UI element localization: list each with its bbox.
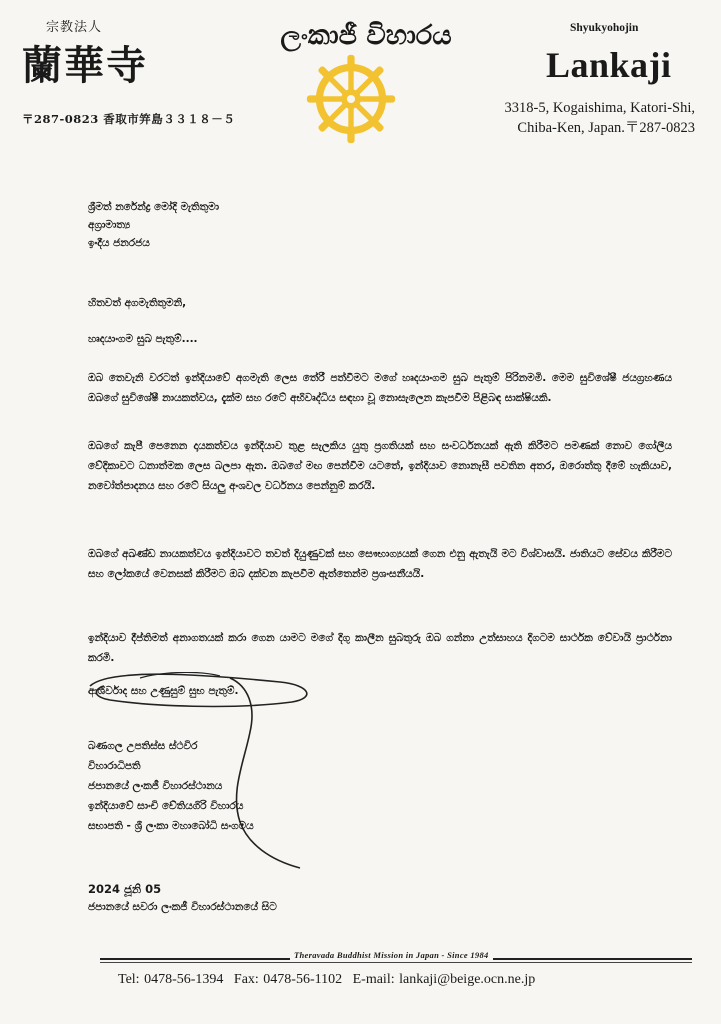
en-address-line: 3318-5, Kogaishima, Katori-Shi, xyxy=(504,100,695,116)
greeting: හෘදයාංගම සුබ පැතුම්.... xyxy=(88,333,198,345)
paragraph: ඉන්දියාව දීප්තිමත් අනාගතයක් කරා ගෙන යාමට මගේ දිගු කාලීන සුබතුරු ඔබ ගන්නා උත්සාහය දිගටම සාර්ථක වේවායි ප්‍රාර්ථනා කරමි. xyxy=(88,632,672,664)
dharma-wheel-icon xyxy=(306,54,396,144)
footer-rule xyxy=(100,962,692,963)
signatory-line: බණගල උපතිස්ස ස්ථවිර xyxy=(88,740,198,752)
recipient-line: අග්‍රාමාත්‍ය xyxy=(88,219,131,231)
en-temple-name: Lankaji xyxy=(546,45,672,85)
jp-address: 〒287-0823 香取市笄島３３１８－５ xyxy=(22,112,236,126)
paragraph: ඔබගේ අඛණ්ඩ නායකත්වය ඉන්දියාවට තවත් දියුණුවක් සහ සෞභාග්‍යයක් ගෙන එනු ඇතැයි මට විශ්වාසයි. ජාතියට සේවය කිරීමට සහ ලෝකයේ වෙනසක් කිරීමට ඔබ දක්වන කැපවීම ඇත්තෙන්ම ප්‍රශංසනීයයි. xyxy=(88,548,672,580)
salutation: හිතවත් අගමැතිතුමනි, xyxy=(88,297,187,309)
paragraph: ඔබ තෙවැනි වරටත් ඉන්දියාවේ අගමැති ලෙස තේරී පත්වීමට මගේ හෘදයාංගම සුබ පැතුම් පිරිනමමි. මෙම සුවිශේෂී ජයග්‍රහණය ඔබගේ සුවිශේෂී නායකත්වය, දැක්ම සහ රටේ අභිවෘද්ධිය සඳහා වූ නොසැලෙන කැපවීම පිළිබඳ සාක්ෂියකි. xyxy=(88,372,672,404)
en-address xyxy=(435,98,695,138)
letter-date: 2024 ජූනි 05 xyxy=(88,882,162,896)
footer-tel: Tel: 0478-56-1394 xyxy=(118,972,224,987)
jp-subtitle: 宗教法人 xyxy=(46,20,103,35)
signatory-line: ඉන්දියාවේ සාංචි චේතියගිරි විහාරය xyxy=(88,800,244,812)
recipient-line: ඉංදීය ජනරජය xyxy=(88,237,150,249)
en-subtitle: Shyukyohojin xyxy=(570,22,639,34)
signatory-line: ජපානයේ ලංකජී විහාරස්ථානය xyxy=(88,780,223,792)
en-address-line: Chiba-Ken, Japan.〒287-0823 xyxy=(517,120,695,136)
recipient-block xyxy=(88,198,684,252)
signatory-line: විහාරාධිපති xyxy=(88,760,141,772)
paragraph: ඔබගේ කැපී පෙනෙන දායකත්වය ඉන්දියාව තුළ සැලකිය යුතු ප්‍රගතියක් සහ සංවර්ධනයක් ඇති කිරීමට පමණක් නොව ගෝලීය වේදිකාවට ධනාත්මක ලෙස බලපා ඇත. ඔබගේ මඟ පෙන්වීම යටතේ, ඉන්දියාව නොනැසී පවතින අතර, ඔරොත්තු දීමේ හැකියාව, නවෝත්පාදනය සහ රටේ සියලු අංශවල වර්ධනය පෙන්නුම් කරයි. xyxy=(88,440,672,492)
letter-body xyxy=(88,198,684,913)
sinhala-temple-title: ලංකාජී විහාරය xyxy=(280,20,452,51)
footer-email: E-mail: lankaji@beige.ocn.ne.jp xyxy=(352,972,536,987)
footer-mission: Theravada Buddhist Mission in Japan - Since 1984 xyxy=(290,950,493,960)
closing: ආශිර්වාද සහ උණුසුම් සුභ පැතුම්. xyxy=(88,685,239,697)
handwritten-signature xyxy=(80,672,330,872)
recipient-line: ශ්‍රීමත් නරේන්ද්‍ර මෝදි මැතිතුමා xyxy=(88,201,220,213)
footer-contact xyxy=(118,972,541,988)
footer-fax: Fax: 0478-56-1102 xyxy=(233,972,343,987)
from-place: ජපානයේ සවරා ලංකජී විහාරස්ථානයේ සිට xyxy=(88,901,277,913)
jp-temple-name: 蘭華寺 xyxy=(22,42,148,89)
signatory-line: සභාපති - ශ්‍රී ලංකා මහාබෝධි සංගමය xyxy=(88,820,254,832)
